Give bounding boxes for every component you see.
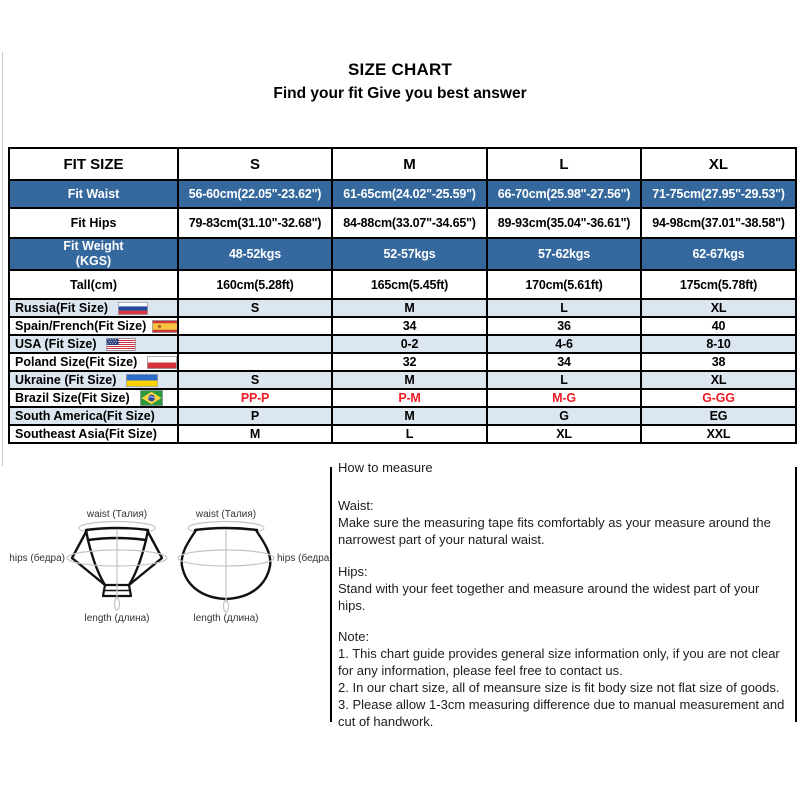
row-label: Fit Waist <box>9 180 178 208</box>
russia-flag-icon <box>118 302 148 315</box>
row-label: Poland Size(Fit Size) <box>15 355 138 369</box>
table-row-fit-waist: Fit Waist 56-60cm(22.05"-23.62") 61-65cm(24.02"-25.59") 66-70cm(25.98"-27.56") 71-75cm(27.95"-29.53") <box>9 180 796 208</box>
table-row-russia: Russia(Fit Size) S M L XL <box>9 299 796 317</box>
waist-label: waist (Талия) <box>86 509 148 520</box>
note-title: Note: <box>338 629 370 644</box>
brief-back-diagram <box>178 509 332 624</box>
ukraine-flag-icon <box>126 374 158 387</box>
measure-heading: How to measure <box>338 460 433 475</box>
note-item: 2. In our chart size, all of meansure size is fit body size not flat size of goods. <box>338 680 780 695</box>
table-row-ukraine: Ukraine (Fit Size) S M L XL <box>9 371 796 389</box>
brazil-flag-icon <box>140 390 163 406</box>
table-row-fit-weight: Fit Weight (KGS) 48-52kgs 52-57kgs 57-62kgs 62-67kgs <box>9 238 796 270</box>
spain-flag-icon <box>152 320 178 333</box>
brief-front-diagram <box>9 509 167 624</box>
note-item: 3. Please allow 1-3cm measuring difference due to manual measurement and cut of handwork. <box>338 697 785 729</box>
table-row-spain-french: Spain/French(Fit Size) 34 36 40 <box>9 317 796 335</box>
waist-text: Make sure the measuring tape fits comfortably as your measure around the narrowest part of your natural waist. <box>338 515 771 547</box>
header-fit-size: FIT SIZE <box>9 148 178 180</box>
row-label: Fit Hips <box>9 208 178 238</box>
row-label: Southeast Asia(Fit Size) <box>15 427 157 441</box>
table-row-usa: USA (Fit Size) 0-2 4-6 8-10 <box>9 335 796 353</box>
header-l: L <box>487 148 641 180</box>
row-label: USA (Fit Size) <box>15 337 97 351</box>
row-label: Ukraine (Fit Size) <box>15 373 117 387</box>
table-row-south-america: South America(Fit Size) P M G EG <box>9 407 796 425</box>
row-label: Spain/French(Fit Size) <box>15 319 147 333</box>
table-row-poland: Poland Size(Fit Size) 32 34 38 <box>9 353 796 371</box>
waist-title: Waist: <box>338 498 374 513</box>
row-label: South America(Fit Size) <box>15 409 155 423</box>
header-xl: XL <box>641 148 796 180</box>
row-label: Russia(Fit Size) <box>15 301 109 315</box>
waist-label: waist (Талия) <box>195 509 257 520</box>
length-label: length (длина) <box>193 613 259 624</box>
poland-flag-icon <box>147 356 177 369</box>
measurement-diagrams <box>2 482 332 652</box>
usa-flag-icon <box>106 338 136 351</box>
how-to-measure-section <box>330 460 797 729</box>
header-m: M <box>332 148 487 180</box>
table-row-tall: Tall(cm) 160cm(5.28ft) 165cm(5.45ft) 170cm(5.61ft) 175cm(5.78ft) <box>9 270 796 299</box>
page-subtitle: Find your fit Give you best answer <box>273 85 527 102</box>
table-header-row <box>9 148 796 180</box>
hips-title: Hips: <box>338 564 368 579</box>
length-label: length (длина) <box>84 613 150 624</box>
row-label: Fit Weight (KGS) <box>9 238 178 270</box>
hips-label: hips (бедра) <box>9 553 65 564</box>
table-row-southeast-asia: Southeast Asia(Fit Size) M L XL XXL <box>9 425 796 443</box>
row-label: Tall(cm) <box>9 270 178 299</box>
table-row-fit-hips: Fit Hips 79-83cm(31.10"-32.68") 84-88cm(33.07"-34.65") 89-93cm(35.04"-36.61") 94-98cm(37.01"-38.58") <box>9 208 796 238</box>
header-s: S <box>178 148 332 180</box>
hips-text: Stand with your feet together and measure around the widest part of your hips. <box>338 581 760 613</box>
page-title: SIZE CHART <box>348 60 452 79</box>
title-block <box>0 60 800 103</box>
row-label: Brazil Size(Fit Size) <box>15 391 130 405</box>
hips-label: hips (бедра) <box>277 553 332 564</box>
table-row-brazil: Brazil Size(Fit Size) PP-P P-M M-G G-GG <box>9 389 796 407</box>
size-chart-table <box>8 147 797 444</box>
note-item: 1. This chart guide provides general size information only, if you are not clear for any information, please feel free to contact us. <box>338 646 780 678</box>
spreadsheet-gridline <box>2 52 3 466</box>
